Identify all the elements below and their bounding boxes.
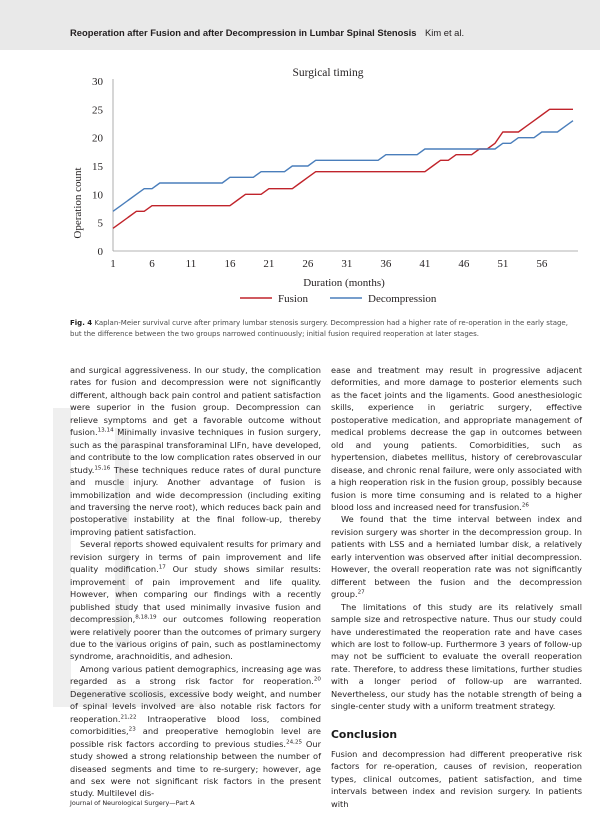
citation: 8,18,19 [135,614,157,621]
paragraph: We found that the time interval between index and revision surgery was shorter in the decompression group. In patients with LSS and a herniated lumbar disk, a relatively early intervention was observed after initial decompression. However, the overall reoperation rate was not significantly different between the fusion and the decompression group.$^{27}$ [331,514,582,600]
y-tick-label: 20 [92,132,103,145]
section-heading-conclusion: Conclusion [331,727,398,741]
x-tick-label: 6 [149,258,155,270]
chart-title: Surgical timing [292,67,364,79]
x-tick-label: 21 [263,258,275,270]
x-tick-label: 1 [110,258,116,270]
page-footer: Journal of Neurological Surgery—Part A [70,799,195,807]
x-tick-label: 51 [497,258,509,270]
running-header-title: Reoperation after Fusion and after Decompression in Lumbar Spinal Stenosis [70,27,417,38]
legend-label-fusion: Fusion [278,293,308,305]
body-column-left [70,364,321,800]
y-tick-label: 30 [92,76,103,88]
legend-label-decompression: Decompression [368,293,437,305]
y-tick-label: 15 [92,161,103,173]
kaplan-meier-chart [0,52,600,314]
running-header [0,0,600,50]
citation: 27 [357,589,365,596]
citation: 17 [158,564,166,571]
citation: 24,25 [286,739,303,746]
body-column-right [331,364,582,810]
x-tick-label: 11 [185,258,197,270]
citation: 23 [128,726,136,733]
x-axis-label: Duration (months) [303,277,385,289]
y-tick-label: 0 [97,246,103,258]
series-line-fusion [113,109,573,228]
series-line-decompression [113,121,573,212]
paragraph: The limitations of this study are its relatively small sample size and retrospective nature. Thus our study could have underestimated the reoperation rate and have cases which are lost to follow-up. Furthermore 3 years of follow-up may not be sufficient to evaluate the overall reoperation rate. Therefore, to address these limitations, further studies with a longer period of follow-up are warranted. Nevertheless, our study has the notable strength of being a single-center study with a uniform treatment strategy. [331,601,582,712]
citation: 20 [313,676,321,683]
citation: 15,16 [94,465,111,472]
x-tick-label: 16 [224,258,236,270]
figure-label: Fig. 4 [70,319,93,327]
x-tick-label: 56 [536,258,548,270]
citation: 26 [521,502,529,509]
y-tick-label: 10 [92,189,103,202]
x-tick-label: 31 [341,258,353,270]
paragraph: Several reports showed equivalent results for primary and revision surgery in terms of pain improvement and life quality modification.$^{17}$ Our study shows similar results: improvement of pain improvement and life quality. However, when comparing our findings with a recently published study that used minimally invasive fusion and decompression,$^{8,18,19}$ our outcomes following reoperation were relatively poorer than the outcomes of primary surgery due to the various origins of pain, such as postlaminectomy syndrome, arachnoiditis, and adhesion. [70,539,322,662]
paragraph: Among various patient demographics, increasing age was regarded as a strong risk factor for reoperation.$^{20}$ Degenerative scoliosis, excessive body weight, and number of spinal levels involved are also notable risk factors for reoperation.$^{21,22}$ Intraoperative blood loss, combined comorbidities,$^{23}$ and preoperative hemoglobin level are possible risk factors according to previous studies.$^{24,25}$ Our study showed a strong relationship between the number of diseased segments and time to re-surgery; however, age and sex were not significant risk factors in the present study. Multilevel dis- [70,663,321,799]
figure-caption [70,318,570,339]
y-tick-label: 5 [97,217,103,230]
figure-caption-text: Kaplan-Meier survival curve after primary lumbar stenosis surgery. Decompression had a higher rate of re-operation in the early stage, but the difference between the two groups narrowed continuously; initial fusion required reoperation at later stages. [70,319,568,338]
paragraph: and surgical aggressiveness. In our study, the complication rates for fusion and decompression were not significantly different, although back pain control and patient satisfaction were superior in the fusion group. Decompression can relieve symptoms and get a favorable outcome without fusion.$^{13,14}$ Minimally invasive techniques in fusion surgery, such as the paraspinal transforaminal LIFn, have developed, and contribute to the low complication rates observed in our study.$^{15,16}$ These techniques reduce rates of dural puncture and muscle injury. Another advantage of fusion is immobilization and wide decompression (including exiting and traversing the nerve root), which reduces back pain and postoperative instability at the final follow-up, thereby improving patient satisfaction. [70,365,321,537]
x-tick-label: 41 [419,258,431,270]
y-axis-label: Operation count [72,167,84,239]
x-tick-label: 46 [458,258,470,270]
paragraph: Fusion and decompression had different preoperative risk factors for re-operation, causes of revision, reoperation types, clinical outcomes, patient satisfaction, and time intervals between index and revision surgery. In patients with [331,748,582,809]
citation: 21,22 [120,714,137,721]
citation: 13,14 [97,427,114,434]
y-tick-label: 25 [92,104,103,117]
chart-legend [240,293,437,305]
x-tick-label: 26 [302,258,314,270]
x-tick-label: 36 [380,258,392,270]
paragraph: ease and treatment may result in progressive adjacent deformities, and more damage to posterior elements such as the facet joints and the ligaments. Good anesthesiologic skills, experience in geriatric surgery, effective postoperative medication, and appropriate management of medical problems decrease the gap in outcomes between old and young patients. Comorbidities, such as hypertension, diabetes mellitus, history of cerebrovascular disease, and chronic renal failure, were only associated with a high reoperation risk in the fusion group, possibly because fusion is more time consuming and is related to a higher blood loss and increased need for transfusion.$^{26}$ [331,365,582,512]
running-header-authors: Kim et al. [425,27,465,38]
